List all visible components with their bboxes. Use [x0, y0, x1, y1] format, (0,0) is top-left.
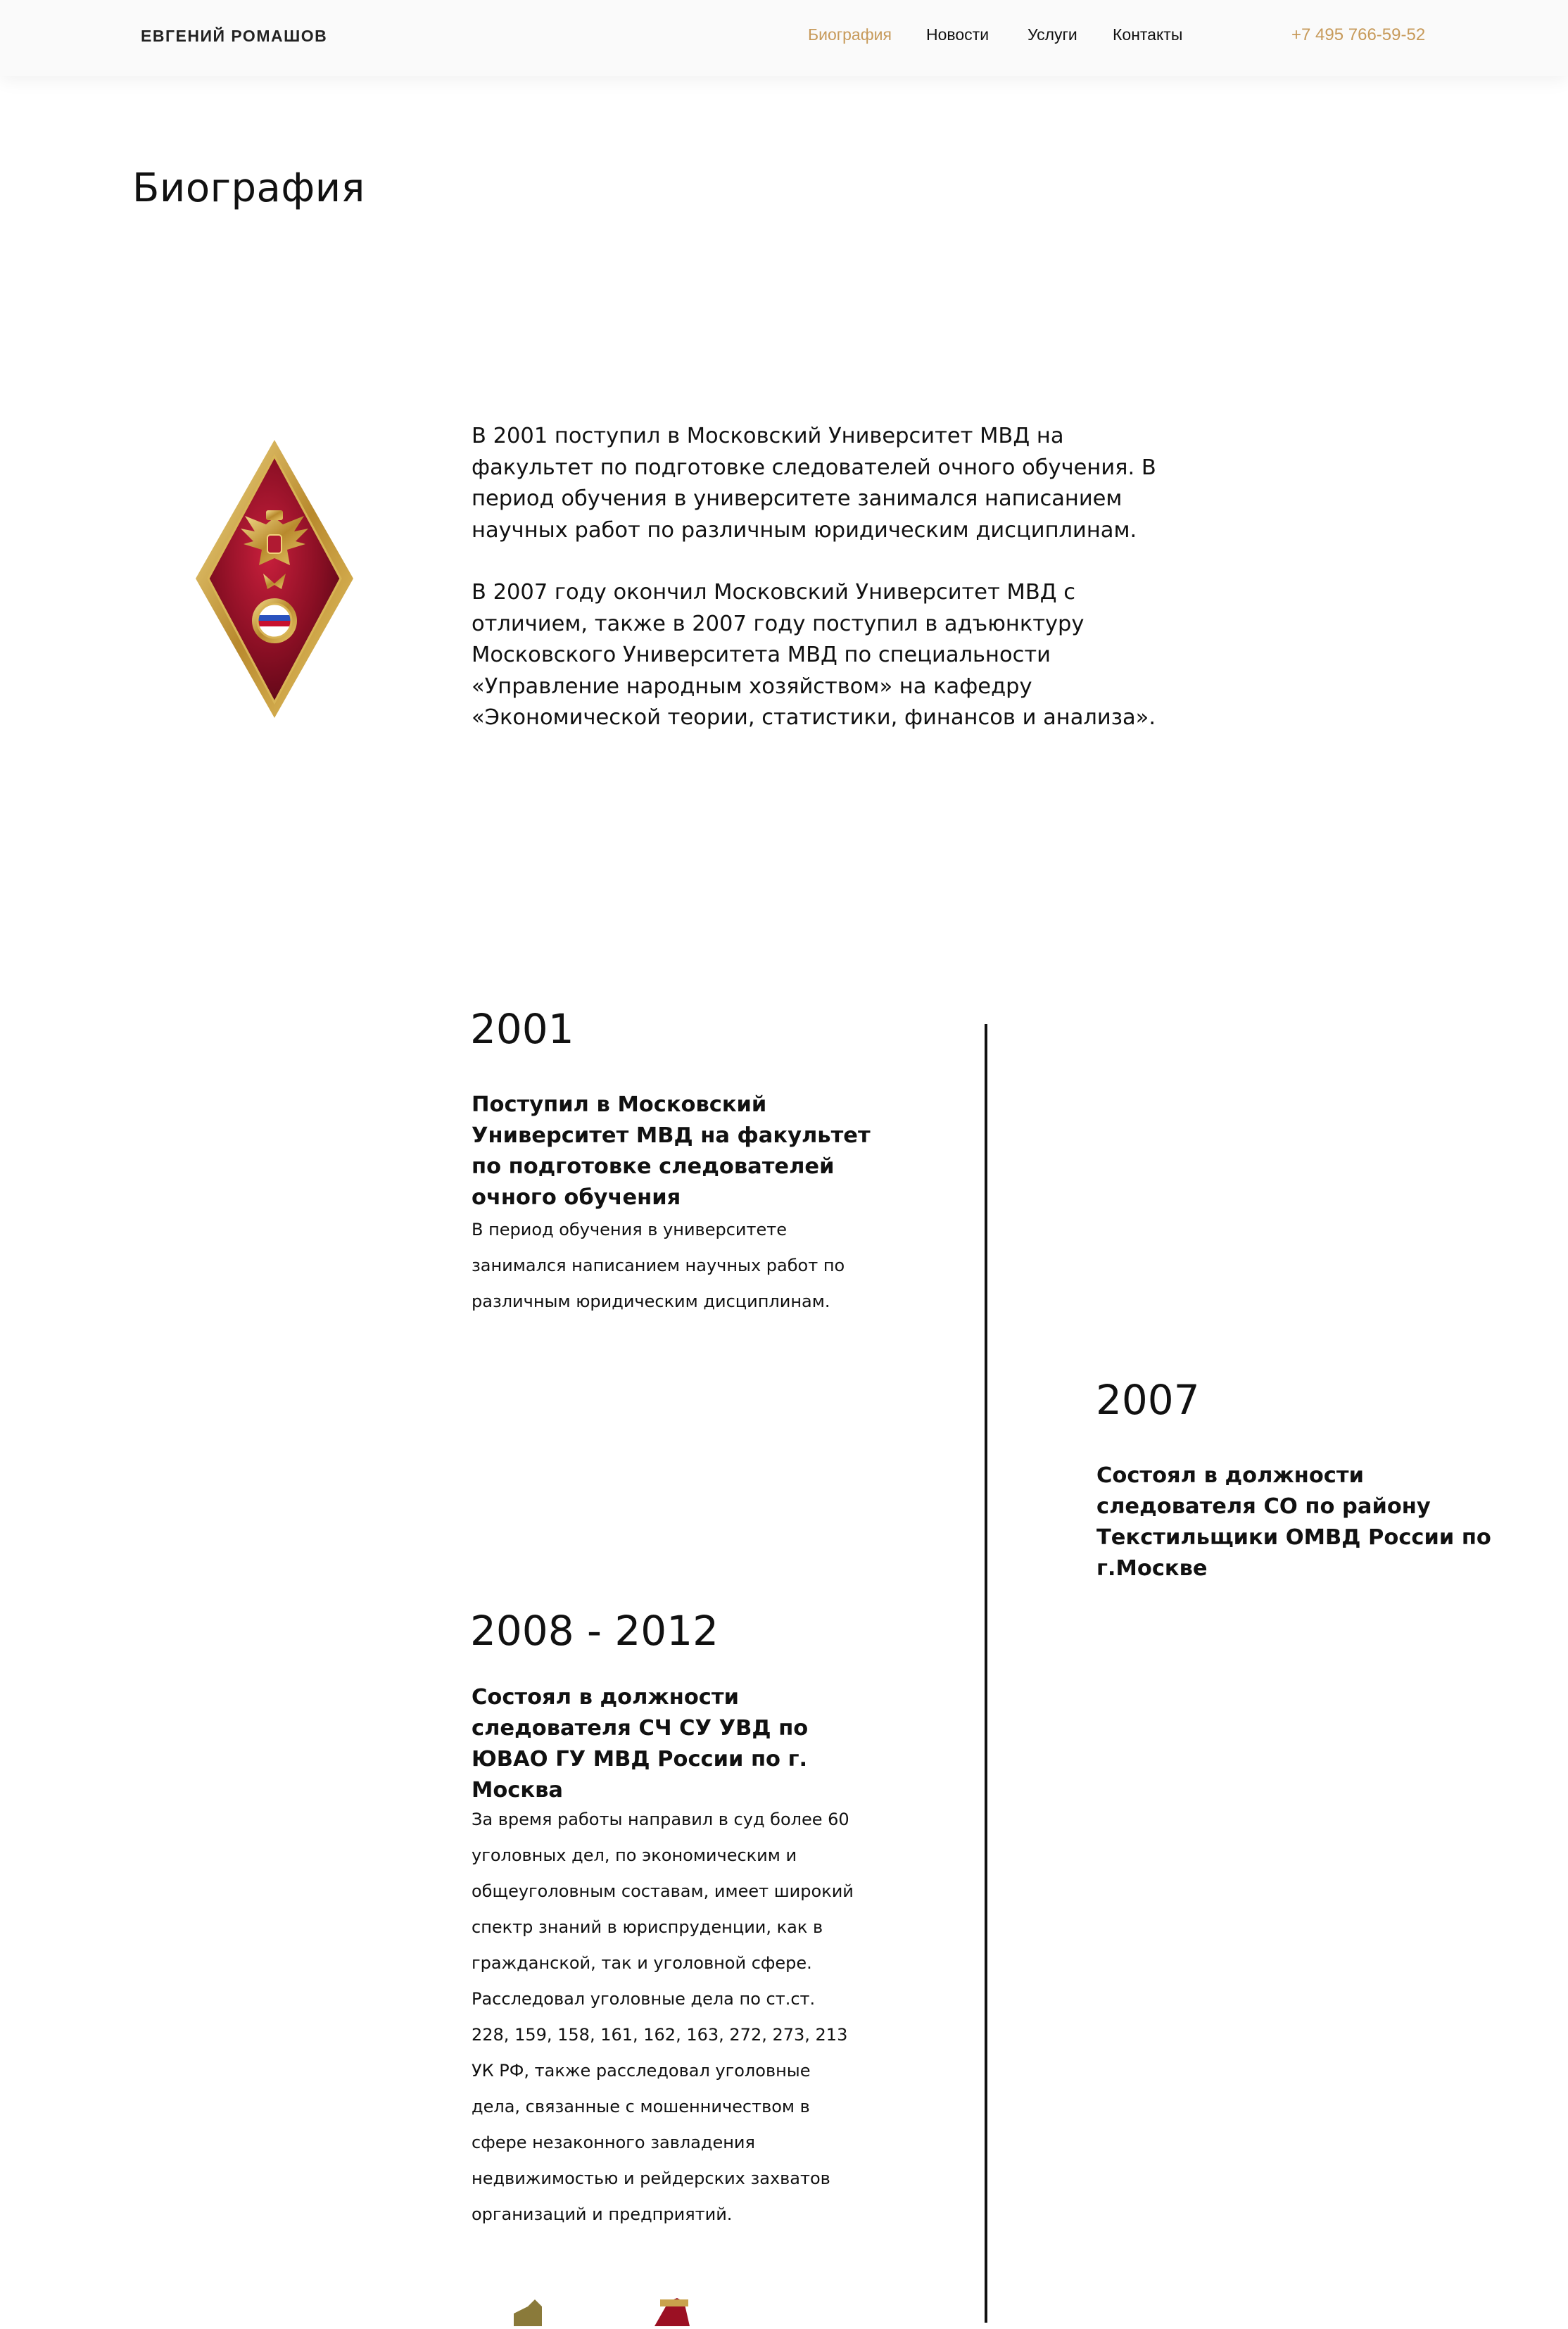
timeline-line [985, 1024, 987, 2323]
timeline-event-text: За время работы направил в суд более 60 уголовных дел, по экономическим и общеуголовным составам, имеет широкий спектр знаний в юриспруденции, как в гражданской, так и уголовной сфере. Расследовал уголовные дела по ст.ст. 228, 159, 158, 161, 162, 163, 272, 273, 213 УК РФ, также расследовал уголовные дела, связанные с мошенничеством в сфере незаконного завладения недвижимостью и рейдерских захватов организаций и предприятий. [472, 1810, 854, 2224]
intro-paragraph: В 2007 году окончил Московский Университет МВД с отличием, также в 2007 году поступил в адъюнктуру Московского Университета МВД по специальности «Управление народным хозяйством» на кафедру «Экономической теории, статистики, финансов и анализа». [472, 580, 1156, 730]
phone-link[interactable]: +7 495 766-59-52 [1291, 25, 1426, 44]
page-title: Биография [132, 165, 365, 211]
site-header [0, 0, 1568, 76]
timeline-year: 2007 [1096, 1376, 1200, 1424]
university-diploma-badge-icon [190, 436, 359, 721]
site-logo[interactable]: ЕВГЕНИЙ РОМАШОВ [141, 27, 328, 45]
timeline-year: 2008 - 2012 [470, 1607, 719, 1655]
nav-item-services[interactable]: Услуги [1028, 25, 1077, 44]
timeline-event-title: Состоял в должности следователя СЧ СУ УВД по ЮВАО ГУ МВД России по г. Москва [472, 1685, 809, 1803]
timeline-event-title: Состоял в должности следователя СО по району Текстильщики ОМВД России по г.Москве [1096, 1463, 1491, 1581]
intro-text [472, 421, 1182, 765]
nav-item-news[interactable]: Новости [926, 25, 990, 44]
timeline-event-text: В период обучения в университете занимался написанием научных работ по различным юридическим дисциплинам. [472, 1220, 845, 1311]
timeline-event-title: Поступил в Московский Университет МВД на факультет по подготовке следователей очного обучения [472, 1092, 871, 1210]
nav-item-contacts[interactable]: Контакты [1113, 25, 1183, 44]
service-badges-image [493, 2298, 774, 2326]
intro-paragraph: В 2001 поступил в Московский Университет МВД на факультет по подготовке следователей очного обучения. В период обучения в университете занимался написанием научных работ по различным юридическим дисциплинам. [472, 424, 1156, 543]
timeline-year: 2001 [470, 1005, 574, 1053]
nav-item-biography[interactable]: Биография [808, 25, 892, 44]
